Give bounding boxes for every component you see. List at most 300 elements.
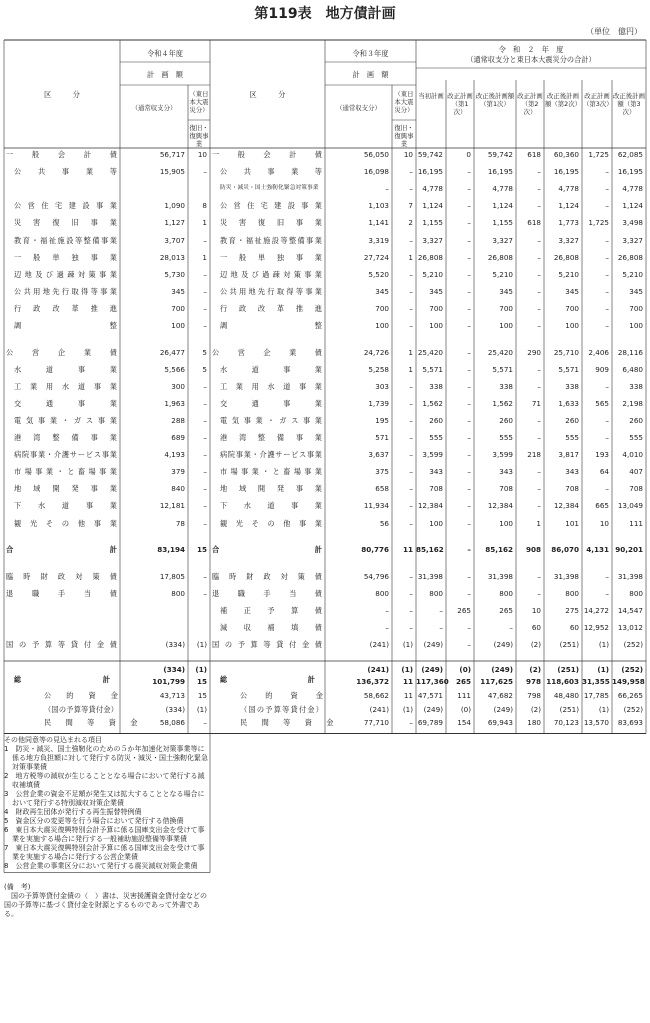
- cell-r4-eq: –: [203, 718, 207, 727]
- subtotal-label-right: 民 間 等 資 金: [240, 718, 334, 727]
- cell-r4-eq: 8: [202, 201, 207, 211]
- cell-r2-ka2: (251): [559, 704, 579, 714]
- cell-r2-k3: –: [605, 184, 609, 194]
- cell-r3-normal: –: [385, 605, 389, 615]
- cell-r2-ka3: 111: [629, 518, 643, 528]
- cell-r2-k1: –: [467, 467, 471, 477]
- cell-r4-eq: 5: [202, 364, 207, 374]
- cell-r2-k1: –: [467, 364, 471, 374]
- cell-r2-k3: –: [605, 415, 609, 425]
- row-label-right: 病院事業・介護サービス事業: [220, 450, 322, 460]
- cell-r4-normal: 26,477: [159, 347, 185, 357]
- cell-r2-k1: –: [467, 269, 471, 279]
- cell-r3-eq: –: [409, 303, 413, 313]
- cell-r2-k3: 4,131: [586, 545, 609, 554]
- cell-r2-ka2: 345: [565, 286, 579, 296]
- cell-r2-ka2: 275: [565, 605, 579, 615]
- cell-r2-k1: –: [467, 398, 471, 408]
- row-label-right: 調 整: [220, 321, 322, 330]
- row-label-right: 公共用地先行取得等事業: [220, 286, 322, 296]
- cell-r4-normal: 101,799: [152, 677, 185, 686]
- subtotal-label-left: （国の予算等貸付金）: [44, 704, 118, 714]
- cell-r4-eq: 10: [197, 150, 207, 159]
- cell-r2-initial: 343: [429, 467, 443, 477]
- cell-r2-ka3: 1,124: [622, 201, 643, 211]
- cell-r2-ka1: 5,210: [492, 269, 513, 279]
- cell-r2-k1: –: [467, 415, 471, 425]
- cell-r2-ka3: 16,195: [617, 167, 643, 177]
- cell-r3-normal: 3,637: [368, 450, 389, 460]
- cell-r2-ka1: 708: [499, 484, 513, 494]
- cell-r2-k3: –: [605, 433, 609, 442]
- row-label-right: 港 湾 整 備 事 業: [220, 433, 322, 442]
- subtotal-label-left: 民 間 等 資 金: [44, 718, 138, 727]
- cell-r4-eq: 15: [197, 691, 207, 700]
- row-label-right: 工 業 用 水 道 事 業: [220, 381, 322, 391]
- cell-r2-ka3: 149,958: [612, 677, 645, 686]
- cell-r4-eq: –: [203, 167, 207, 177]
- cell-r2-ka2: 343: [565, 467, 579, 477]
- cell-r3-normal: 58,662: [363, 691, 389, 700]
- cell-r2-ka2: 86,070: [551, 545, 579, 554]
- cell-r3-normal: 1,103: [368, 201, 389, 211]
- cell-r3-normal: 571: [375, 433, 389, 442]
- row-label-left: 教育・福祉施設等整備事業: [14, 235, 117, 245]
- cell-r3-eq: –: [409, 381, 413, 391]
- row-label-right: 交 通 事 業: [220, 398, 322, 408]
- cell-r2-ka3: (252): [623, 639, 643, 649]
- row-label-left: 病院事業・介護サービス事業: [14, 450, 117, 460]
- cell-r2-k3: –: [605, 201, 609, 211]
- header-initial: 当初計画: [418, 92, 444, 100]
- cell-r2-k3: 565: [595, 398, 609, 408]
- cell-r2-ka3: 708: [629, 484, 643, 494]
- row-label-right: 公営住宅建設事業: [220, 201, 322, 211]
- cell-r2-ka2: 100: [565, 321, 579, 330]
- cell-r2-k2: –: [537, 467, 541, 477]
- cell-r2-initial: 345: [429, 286, 443, 296]
- cell-r2-k2: 71: [531, 398, 541, 408]
- cell-r2-ka3: 13,012: [617, 622, 643, 632]
- note-item: 4 財政再生団体が発行する再生振替特例債: [4, 807, 142, 816]
- row-label-right: 補 正 予 算 債: [220, 605, 322, 615]
- row-label-right: 国の予算等貸付金債: [212, 639, 322, 649]
- cell-r2-initial: 555: [429, 433, 443, 442]
- cell-r2-ka2: 70,123: [553, 718, 579, 727]
- row-label-right: 公 営 企 業 債: [212, 347, 322, 357]
- cell-r2-ka2: (251): [559, 639, 579, 649]
- cell-r4-normal: 58,086: [159, 718, 185, 727]
- cell-r2-ka3: 260: [629, 415, 643, 425]
- row-label-left: 市場事業・と畜場事業: [14, 467, 117, 477]
- row-label-right: 行 政 改 革 推 進: [220, 303, 322, 313]
- row-label-left: 港 湾 整 備 事 業: [14, 433, 117, 442]
- cell-r2-k3: –: [605, 235, 609, 245]
- cell-r3-eq: 1: [408, 252, 413, 262]
- cell-r2-k3: –: [605, 303, 609, 313]
- cell-r2-k1: –: [467, 167, 471, 177]
- cell-r4-normal: 4,193: [164, 450, 185, 460]
- header-normal: （通常収支分）: [336, 104, 381, 112]
- cell-r4-eq: 5: [202, 347, 207, 357]
- cell-r4-eq: 15: [196, 545, 207, 554]
- cell-r2-k1: –: [467, 571, 471, 581]
- remarks-heading: (備 考): [4, 882, 31, 891]
- cell-r3-normal: (241): [367, 665, 389, 674]
- note-item: 5 資金区分の変更等を行う場合において発行する借換債: [4, 816, 184, 825]
- cell-r2-ka1: 12,384: [487, 501, 513, 511]
- cell-r3-eq: –: [409, 184, 413, 194]
- cell-r2-ka1: 25,420: [487, 347, 513, 357]
- cell-r2-k2: –: [537, 501, 541, 511]
- cell-r3-normal: 195: [375, 415, 389, 425]
- cell-r3-eq: (1): [402, 704, 413, 714]
- header-recovery: 復旧・復興事業: [394, 124, 414, 148]
- cell-r2-ka3: 83,693: [617, 718, 643, 727]
- cell-r2-k2: 618: [527, 150, 541, 159]
- cell-r4-eq: (1): [195, 665, 207, 674]
- cell-r2-ka2: 118,603: [546, 677, 579, 686]
- row-label-left: 公 営 企 業 債: [6, 347, 117, 357]
- cell-r2-ka1: 5,571: [492, 364, 513, 374]
- row-label-left: 退 職 手 当 債: [6, 588, 117, 598]
- cell-r2-ka3: 338: [629, 381, 643, 391]
- row-label-left: 一 般 単 独 事 業: [14, 252, 117, 262]
- cell-r2-ka2: 708: [565, 484, 579, 494]
- cell-r2-initial: 700: [429, 303, 443, 313]
- cell-r2-ka1: 117,625: [480, 677, 513, 686]
- cell-r3-normal: 1,141: [368, 218, 389, 228]
- row-label-right: 災 害 復 旧 事 業: [220, 218, 322, 228]
- cell-r2-k2: –: [537, 571, 541, 581]
- cell-r2-initial: (249): [421, 665, 443, 674]
- cell-r2-initial: (249): [423, 639, 443, 649]
- cell-r2-k2: 908: [525, 545, 541, 554]
- cell-r2-k3: 31,355: [582, 677, 610, 686]
- cell-r2-ka3: 90,201: [615, 545, 643, 554]
- cell-r2-k2: –: [537, 321, 541, 330]
- row-label-right: 臨 時 財 政 対 策 債: [212, 571, 322, 581]
- cell-r3-eq: 11: [403, 691, 413, 700]
- cell-r4-normal: 1,090: [164, 201, 185, 211]
- cell-r2-ka1: 4,778: [492, 184, 513, 194]
- cell-r2-k3: 12,952: [583, 622, 609, 632]
- cell-r2-k3: –: [605, 252, 609, 262]
- cell-r2-initial: 25,420: [417, 347, 443, 357]
- cell-r2-ka2: 25,710: [553, 347, 579, 357]
- cell-r2-ka1: 85,162: [485, 545, 513, 554]
- cell-r4-normal: 15,905: [159, 167, 185, 177]
- row-label-right: 下 水 道 事 業: [220, 501, 322, 511]
- cell-r2-k1: –: [467, 218, 471, 228]
- cell-r2-k3: –: [605, 286, 609, 296]
- cell-r2-initial: 260: [429, 415, 443, 425]
- cell-r2-k2: (2): [529, 665, 541, 674]
- cell-r2-k2: –: [537, 286, 541, 296]
- cell-r2-k3: 2,406: [588, 347, 609, 357]
- cell-r2-initial: 26,808: [417, 252, 443, 262]
- cell-r2-initial: 5,571: [422, 364, 443, 374]
- cell-r2-k2: –: [537, 415, 541, 425]
- header-plan-amount: 計 画 額: [352, 70, 389, 79]
- cell-r2-ka2: 31,398: [553, 571, 579, 581]
- row-label-right: 退 職 手 当 債: [212, 588, 322, 598]
- cell-r2-initial: 3,327: [422, 235, 443, 245]
- cell-r3-eq: –: [409, 398, 413, 408]
- cell-r2-ka1: 100: [499, 518, 513, 528]
- cell-r3-eq: –: [409, 415, 413, 425]
- cell-r2-k1: (0): [460, 704, 471, 714]
- header-ka1: 改正後計画額（第1次）: [475, 92, 515, 108]
- cell-r2-ka1: 700: [499, 303, 513, 313]
- cell-r3-eq: 10: [403, 150, 413, 159]
- cell-r2-ka3: 407: [629, 467, 643, 477]
- cell-r2-ka1: 3,327: [492, 235, 513, 245]
- row-label-left: 地 域 開 発 事 業: [14, 484, 117, 494]
- page-title: 第119表 地方債計画: [254, 6, 396, 22]
- cell-r2-k3: 1,725: [588, 150, 609, 159]
- cell-r3-eq: 1: [408, 347, 413, 357]
- cell-r2-ka2: 60,360: [553, 150, 579, 159]
- cell-r3-normal: 5,258: [368, 364, 389, 374]
- row-label-right: 公 共 事 業 等: [220, 167, 322, 177]
- cell-r4-normal: 43,713: [159, 691, 185, 700]
- row-label-left: 工 業 用 水 道 事 業: [14, 381, 117, 391]
- cell-r2-ka2: 101: [565, 518, 579, 528]
- cell-r4-eq: 1: [202, 252, 207, 262]
- cell-r2-ka3: 555: [629, 433, 643, 442]
- cell-r2-k1: –: [467, 518, 471, 528]
- cell-r3-eq: –: [409, 467, 413, 477]
- cell-r2-k3: –: [605, 571, 609, 581]
- cell-r2-initial: 5,210: [422, 269, 443, 279]
- row-label-left: 公 共 事 業 等: [14, 167, 117, 177]
- header-k2: 改正計画（第2次）: [517, 92, 543, 116]
- row-label-right: 一 般 単 独 事 業: [220, 252, 322, 262]
- cell-r2-ka2: (251): [557, 665, 579, 674]
- cell-r3-eq: –: [409, 167, 413, 177]
- cell-r3-eq: –: [409, 235, 413, 245]
- header-recovery: 復旧・復興事業: [189, 124, 209, 148]
- header-reiwa3: 令和３年度: [352, 49, 389, 58]
- row-label-left: 電気事業・ガス事業: [14, 415, 117, 425]
- cell-r2-k1: –: [467, 347, 471, 357]
- note-item: 8 公営企業の事業区分において発行する震災減収対策企業債: [4, 861, 198, 870]
- row-label-right: 市場事業・と畜場事業: [220, 467, 322, 477]
- cell-r2-ka1: –: [509, 622, 513, 632]
- row-label-left: 観 光 そ の 他 事 業: [14, 518, 117, 528]
- total-label-left: 総 計: [14, 675, 110, 684]
- cell-r3-eq: –: [409, 269, 413, 279]
- cell-r2-ka3: 66,265: [617, 691, 643, 700]
- cell-r4-eq: –: [203, 571, 207, 581]
- cell-r2-initial: 708: [429, 484, 443, 494]
- cell-r2-k1: –: [467, 622, 471, 632]
- subtotal-label-left: 公 的 資 金: [44, 691, 118, 700]
- cell-r2-ka1: 345: [499, 286, 513, 296]
- cell-r3-normal: 303: [375, 381, 389, 391]
- cell-r3-normal: 80,776: [361, 545, 389, 554]
- row-label-left: 調 整: [14, 321, 117, 330]
- header-category-right: 区 分: [249, 90, 286, 99]
- cell-r4-normal: 1,127: [164, 218, 185, 228]
- cell-r3-eq: –: [409, 571, 413, 581]
- remarks-body: 国の予算等貸付金債の（ ）書は、災害援護資金貸付金などの国の予算等に基づく貸付金を財源とするものであって外書である。: [4, 891, 207, 918]
- cell-r2-ka2: 60: [569, 622, 579, 632]
- cell-r2-ka1: 800: [499, 588, 513, 598]
- cell-r3-eq: (1): [401, 665, 413, 674]
- cell-r2-ka1: 3,599: [492, 450, 513, 460]
- row-label-right: 地 域 開 発 事 業: [220, 484, 322, 494]
- header-category-left: 区 分: [44, 90, 80, 99]
- cell-r3-normal: 1,739: [368, 398, 389, 408]
- cell-r2-k2: 290: [527, 347, 541, 357]
- cell-r3-eq: –: [409, 484, 413, 494]
- row-label-left: 下 水 道 事 業: [14, 501, 117, 511]
- cell-r3-eq: –: [409, 321, 413, 330]
- row-label-right: 減 収 補 填 債: [220, 622, 322, 632]
- cell-r3-normal: 77,710: [363, 718, 389, 727]
- cell-r3-eq: 2: [408, 218, 413, 228]
- cell-r2-ka1: 69,943: [487, 718, 513, 727]
- header-ka2: 改正後計画額（第2次）: [545, 92, 582, 108]
- cell-r3-normal: 16,098: [363, 167, 389, 177]
- cell-r2-k2: –: [537, 235, 541, 245]
- row-label-right: 合 計: [212, 545, 322, 554]
- cell-r4-normal: 78: [175, 518, 185, 528]
- cell-r2-k2: 798: [527, 691, 541, 700]
- row-label-right: 電気事業・ガス事業: [220, 415, 322, 425]
- cell-r2-k3: 909: [595, 364, 609, 374]
- cell-r4-normal: 17,805: [159, 571, 185, 581]
- cell-r4-normal: 840: [171, 484, 185, 494]
- cell-r2-k2: –: [537, 433, 541, 442]
- cell-r2-k1: 265: [455, 677, 471, 686]
- cell-r2-k1: 0: [466, 150, 471, 159]
- cell-r3-normal: 24,726: [363, 347, 389, 357]
- cell-r2-k1: –: [467, 235, 471, 245]
- cell-r2-initial: 4,778: [422, 184, 443, 194]
- cell-r4-eq: –: [203, 518, 207, 528]
- cell-r2-ka3: 2,198: [622, 398, 643, 408]
- cell-r2-ka1: 47,682: [487, 691, 513, 700]
- cell-r3-normal: 3,319: [368, 235, 389, 245]
- cell-r2-k2: 1: [536, 518, 541, 528]
- cell-r2-k1: –: [467, 381, 471, 391]
- cell-r3-eq: –: [409, 718, 413, 727]
- row-label-left: 災 害 復 旧 事 業: [14, 218, 117, 228]
- header-plan-amount: 計 画 額: [147, 70, 183, 79]
- cell-r2-k1: –: [467, 501, 471, 511]
- cell-r4-normal: (334): [163, 665, 185, 674]
- cell-r2-initial: 100: [429, 321, 443, 330]
- remarks-section: [4, 883, 209, 919]
- cell-r3-normal: 56,050: [363, 150, 389, 159]
- cell-r4-normal: 56,717: [159, 150, 185, 159]
- cell-r2-initial: 1,124: [422, 201, 443, 211]
- cell-r2-ka1: 59,742: [487, 150, 513, 159]
- notes-section: [4, 736, 209, 871]
- cell-r2-ka3: 345: [629, 286, 643, 296]
- cell-r2-k3: (1): [598, 639, 609, 649]
- cell-r2-k3: (1): [598, 704, 609, 714]
- cell-r2-ka3: (252): [621, 665, 643, 674]
- cell-r2-ka2: 700: [565, 303, 579, 313]
- row-label-right: 辺地及び過疎対策事業: [220, 269, 322, 279]
- cell-r2-k2: 978: [525, 677, 541, 686]
- cell-r4-normal: 379: [171, 467, 185, 477]
- row-label-left: 公営住宅建設事業: [14, 201, 117, 211]
- cell-r3-normal: (241): [369, 704, 389, 714]
- cell-r3-eq: –: [409, 588, 413, 598]
- row-label-left: 合 計: [6, 545, 117, 554]
- note-item: 6 東日本大震災復興特別会計予算に係る国庫支出金を受けて事業を実施する場合に発行する一般補助施設整備等事業債: [4, 825, 205, 843]
- cell-r2-k2: 218: [527, 450, 541, 460]
- cell-r3-eq: –: [409, 286, 413, 296]
- header-k3: 改正計画（第3次）: [583, 92, 613, 108]
- cell-r2-k1: 111: [457, 691, 471, 700]
- cell-r4-normal: 12,181: [159, 501, 185, 511]
- cell-r4-eq: (1): [196, 639, 207, 649]
- note-item: その他同意等の見込まれる項目: [4, 735, 102, 744]
- cell-r2-k3: –: [605, 167, 609, 177]
- cell-r3-normal: 345: [375, 286, 389, 296]
- cell-r4-normal: 689: [171, 433, 185, 442]
- row-label-right: 防災・減災・国土強靭化緊急対策事業: [220, 185, 319, 192]
- cell-r2-ka2: 5,210: [558, 269, 579, 279]
- cell-r2-initial: 16,195: [417, 167, 443, 177]
- cell-r2-ka3: 28,116: [617, 347, 643, 357]
- cell-r3-normal: 800: [375, 588, 389, 598]
- cell-r2-initial: 47,571: [417, 691, 443, 700]
- cell-r2-k3: (1): [597, 665, 609, 674]
- cell-r4-normal: (334): [165, 639, 185, 649]
- cell-r2-ka2: 1,633: [558, 398, 579, 408]
- cell-r2-ka3: 5,210: [622, 269, 643, 279]
- cell-r2-k2: –: [537, 252, 541, 262]
- cell-r2-k2: –: [537, 201, 541, 211]
- row-label-left: 臨 時 財 政 対 策 債: [6, 571, 117, 581]
- cell-r2-ka1: 1,155: [492, 218, 513, 228]
- cell-r2-ka1: 16,195: [487, 167, 513, 177]
- cell-r2-initial: 1,155: [422, 218, 443, 228]
- cell-r2-ka2: 16,195: [553, 167, 579, 177]
- cell-r2-ka1: 1,562: [492, 398, 513, 408]
- cell-r2-k1: 154: [457, 718, 471, 727]
- cell-r2-initial: (249): [423, 704, 443, 714]
- header-earthquake: （東日本大震災分）: [394, 90, 414, 114]
- cell-r2-ka1: 555: [499, 433, 513, 442]
- cell-r2-ka2: 260: [565, 415, 579, 425]
- cell-r4-normal: 5,566: [164, 364, 185, 374]
- cell-r3-eq: 1: [408, 364, 413, 374]
- cell-r2-k1: –: [467, 201, 471, 211]
- cell-r4-eq: –: [203, 450, 207, 460]
- cell-r2-ka3: 62,085: [617, 150, 643, 159]
- cell-r2-k3: 193: [595, 450, 609, 460]
- cell-r2-ka3: 4,010: [622, 450, 643, 460]
- cell-r2-k1: –: [467, 545, 471, 554]
- cell-r3-normal: 136,372: [356, 677, 389, 686]
- cell-r2-initial: 3,599: [422, 450, 443, 460]
- cell-r4-eq: –: [203, 415, 207, 425]
- cell-r2-ka3: (252): [623, 704, 643, 714]
- cell-r2-k3: –: [605, 321, 609, 330]
- subtotal-label-right: （国の予算等貸付金）: [240, 704, 323, 714]
- cell-r2-k1: –: [467, 450, 471, 460]
- cell-r3-normal: 375: [375, 467, 389, 477]
- cell-r2-initial: 117,360: [416, 677, 449, 686]
